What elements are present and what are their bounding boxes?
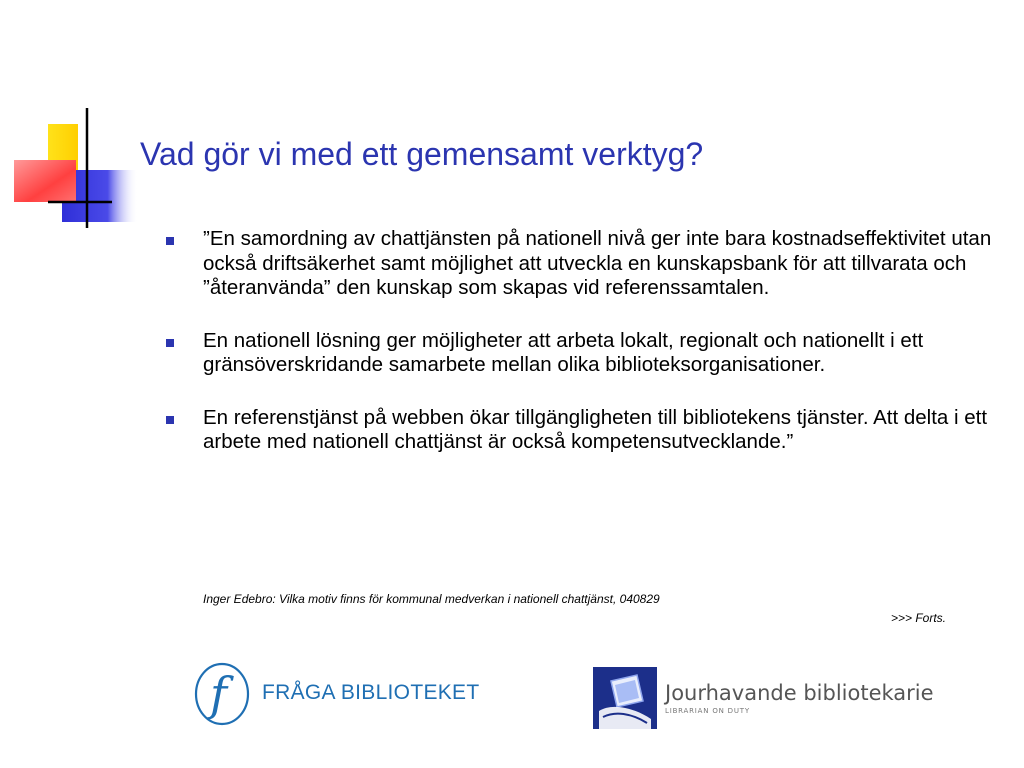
source-citation: Inger Edebro: Vilka motiv finns för kommunal medverkan i nationell chattjänst, 040829 xyxy=(203,592,660,606)
bullet-text: ”En samordning av chattjänsten på nationell nivå ger inte bara kostnadseffektivitet utan också driftsäkerhet samt möjlighet att utveckla en kunskapsbank för att tillvarata och ”återanvända” den kunskap som skapas vid referenssamtalen. xyxy=(203,227,992,299)
bullet-text: En referenstjänst på webben ökar tillgängligheten till bibliotekens tjänster. Att delta i ett arbete med nationell chattjänst är också kompetensutvecklande.” xyxy=(203,405,988,453)
fraga-f-letter: f xyxy=(210,667,228,721)
decorative-squares xyxy=(0,0,140,240)
jourhavande-logo-text: Jourhavande bibliotekarie xyxy=(665,681,934,705)
bullet-item xyxy=(166,329,1016,378)
jourhavande-tagline: LIBRARIAN ON DUTY xyxy=(665,707,750,715)
bullet-list xyxy=(166,227,1016,455)
square-bullet-icon xyxy=(166,416,174,424)
bullet-item xyxy=(166,227,1016,301)
jourhavande-logo xyxy=(593,667,934,729)
deco-red-square xyxy=(14,160,76,202)
square-bullet-icon xyxy=(166,339,174,347)
fraga-f-icon xyxy=(192,660,256,726)
square-bullet-icon xyxy=(166,237,174,245)
bullet-text: En nationell lösning ger möjligheter att arbeta lokalt, regionalt och nationellt i ett gränsöverskridande samarbete mellan olika biblioteksorganisationer. xyxy=(203,328,924,376)
fraga-logo-text: FRÅGA BIBLIOTEKET xyxy=(262,681,480,704)
continued-note: >>> Forts. xyxy=(890,611,946,625)
monitor-icon xyxy=(593,667,657,729)
bullet-item xyxy=(166,406,1016,455)
fraga-biblioteket-logo xyxy=(192,660,480,726)
slide-title: Vad gör vi med ett gemensamt verktyg? xyxy=(140,136,704,172)
